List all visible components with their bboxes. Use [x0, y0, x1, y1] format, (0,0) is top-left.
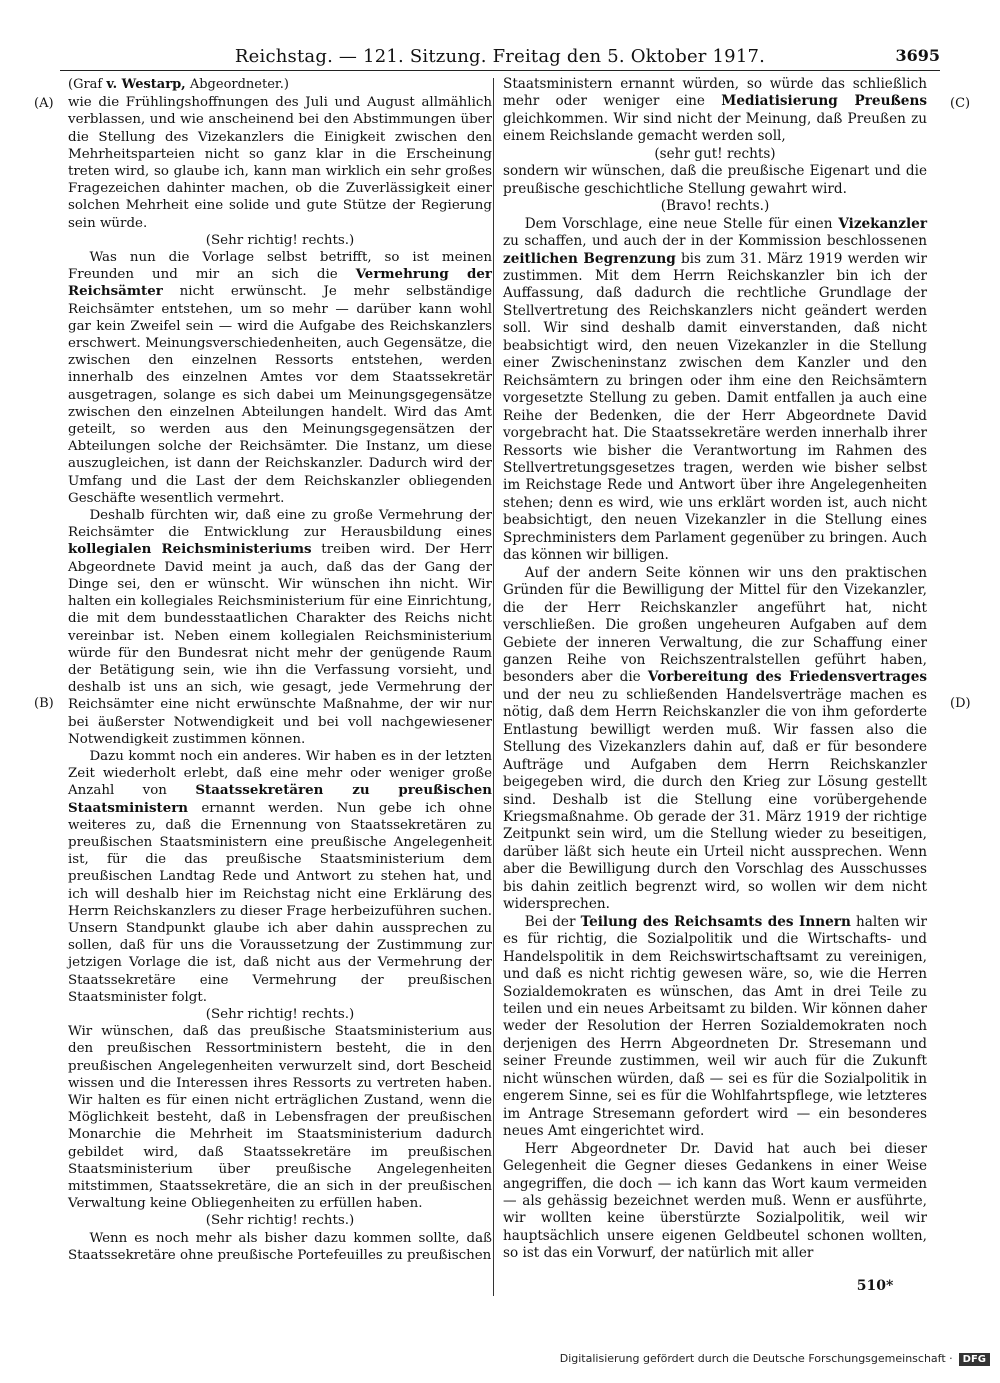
margin-marker-c: (C) [950, 96, 971, 111]
paragraph: Wenn es noch mehr als bisher dazu kommen sollte, daß Staatssekretäre ohne preußische Portefeuilles zu preußischen [68, 1230, 492, 1263]
paragraph: Was nun die Vorlage selbst betrifft, so ist meinen Freunden und mir an sich die Vermehrung der Reichsämter nicht erwünscht. Je mehr selbständige Reichsämter entstehen, um so mehr — darüber kann wohl gar kein Zweifel sein — wird die Aufgabe des Reichskanzlers erschwert. Meinungsverschiedenheiten, auch Gegensätze, die zwischen den einzelnen Ressorts entstehen, werden innerhalb des einzelnen Amtes vor dem Staatssekretär ausgetragen, solange es sich dabei um Meinungsgegensätze zwischen den einzelnen Abteilungen handelt. Wird das Amt geteilt, so werden aus den Meinungsgegensätzen der Abteilungen solche der Reichsämter. Die Instanz, um diese auszugleichen, ist dann der Reichskanzler. Dadurch wird der Umfang und die Last der dem Reichskanzler obliegenden Geschäfte wesentlich vermehrt. [68, 250, 492, 506]
keyword-bold: Staatssekretären zu preußischen Staatsministern [68, 782, 492, 816]
margin-marker-d: (D) [950, 696, 971, 711]
speaker-name: v. Westarp, [106, 77, 186, 92]
keyword-bold: Vorbereitung des Friedensvertrages [647, 669, 927, 686]
running-header [60, 44, 940, 71]
paragraph: Dazu kommt noch ein anderes. Wir haben es in der letzten Zeit wiederholt erlebt, daß eine mehr oder weniger große Anzahl von Staatssekretären zu preußischen Staatsministern ernannt werden. Nun gebe ich ohne weiteres zu, daß die Ernennung von Staatssekretären zu preußischen Staatsministern eine preußische Angelegenheit ist, für die das preußische Staatsministerium dem preußischen Landtag Rede und Antwort zu stehen hat, und ich will deshalb hier im Reichstag nicht eine Erklärung des Herrn Reichskanzlers zu dieser Frage herbeizuführen suchen. Unsern Standpunkt glaube ich aber dahin aussprechen zu sollen, daß für uns die Voraussetzung der Zustimmung zur jetzigen Vorlage die ist, daß nicht aus der Vermehrung der Staatssekretäre eine Vermehrung der preußischen Staatsminister folgt. [68, 748, 493, 1005]
column-divider [493, 78, 494, 1296]
interjection: (Sehr richtig! rechts.) [205, 1213, 355, 1229]
footer-text: Digitalisierung gefördert durch die Deutsche Forschungsgemeinschaft · [559, 1352, 953, 1365]
paragraph: Deshalb fürchten wir, daß eine zu große Vermehrung der Reichsämter die Entwicklung zur Herausbildung eines kollegialen Reichsministeriums treiben wird. Der Herr Abgeordnete David meint ja auch, daß das der Gang der Dinge sei, den er wünscht. Wir wünschen ihn nicht. Wir halten ein kollegiales Reichsministerium für eine Einrichtung, die mit dem bundesstaatlichen Charakter des Reichs nicht vereinbar ist. Neben einem kollegialen Reichsministerium würde für den Bundesrat nicht mehr der genügende Raum der Betätigung sein, wie ihn die Verfassung vorsieht, und deshalb ist uns an sich, wie gesagt, jede Vermehrung der Reichsämter eine nicht erwünschte Maßnahme, der wir nur bei äußerster Notwendigkeit und bei voll nachgewiesener Notwendigkeit zustimmen können. [68, 508, 492, 747]
interjection: (Sehr richtig! rechts.) [205, 1006, 355, 1022]
keyword-bold: kollegialen Reichsministeriums [68, 541, 312, 558]
running-title: Reichstag. — 121. Sitzung. Freitag den 5. Oktober 1917. [234, 46, 766, 67]
dfg-logo: DFG [959, 1353, 990, 1366]
page-number: 3695 [895, 46, 940, 65]
keyword-bold: Teilung des Reichsamts des Innern [580, 913, 851, 930]
paragraph: Dem Vorschlage, eine neue Stelle für einen Vizekanzler zu schaffen, und auch der in der Kommission beschlossenen zeitlichen Begrenzung bis zum 31. März 1919 werden wir zustimmen. Mit dem Herrn Reichskanzler bin ich der Auffassung, daß dadurch die rechtliche Grundlage der Stellvertretung des Reichskanzlers nicht geändert werden soll. Wir sind deshalb damit einverstanden, daß nicht beabsichtigt wird, den neuen Vizekanzler in die Stellung einer Zwischeninstanz zwischen dem Kanzler und den Reichsämtern zu bringen oder ihm eine den Reichsämtern vorgesetzte Stellung zu geben. Damit entfallen ja auch eine Reihe der Bedenken, die der Herr Abgeordnete David vorgebracht hat. Die Staatssekretäre werden innerhalb ihrer Ressorts wie bisher die Verantwortung im Rahmen des Stellvertretungsgesetzes tragen, werden wie bisher selbst im Reichstage Rede und Antwort über ihre Angelegenheiten stehen; denn es wird, wie uns erklärt worden ist, auch nicht beabsichtigt, den neuen Vizekanzler in die Stellung eines Sprechministers dem Parlament gegenüber zu bringen. Auch das können wir billigen. [503, 215, 927, 564]
keyword-bold: zeitlichen Begrenzung [503, 250, 676, 267]
keyword-bold: Vizekanzler [838, 215, 927, 232]
margin-marker-a: (A) [34, 96, 54, 111]
paragraph: Auf der andern Seite können wir uns den praktischen Gründen für die Bewilligung der Mittel für den Vizekanzler, die der Herr Reichskanzler angeführt hat, nicht verschließen. Die großen ungeheuren Aufgaben auf dem Gebiete der inneren Verwaltung, die zur Schaffung einer ganzen Reihe von Reichszentralstellen geführt haben, besonders aber die Vorbereitung des Friedensvertrages und der neu zu schließenden Handelsverträge machen es nötig, daß dem Herrn Reichskanzler die von ihm geforderte Entlastung bewilligt werden muß. Wir fassen also die Stellung des Vizekanzlers dahin auf, daß er für besondere Aufträge und Aufgaben dem Herrn Reichskanzler beigegeben wird, die durch den Krieg zur Lösung gestellt sind. Deshalb ist die Stellung eine vorübergehende Kriegsmaßnahme. Ob gerade der 31. März 1919 der richtige Zeitpunkt sein wird, um die Stellung wieder zu beseitigen, darüber läßt sich heute ein Urteil nicht aussprechen. Wenn aber die Bewilligung durch den Vorschlag des Ausschusses bis dahin zeitlich begrenzt wird, so wollen wir dem nicht widersprechen. [503, 564, 927, 913]
paragraph: Bei der Teilung des Reichsamts des Innern halten wir es für richtig, die Sozialpolitik und die Wirtschafts- und Handelspolitik in dem Reichswirtschaftsamt zu vereinigen, und daß es nicht richtig gewesen wäre, so, wie die Herren Sozialdemokraten es wünschen, das Amt in drei Teile zu teilen und ein neues Arbeitsamt zu bilden. Wir können daher weder der Resolution der Herren Sozialdemokraten noch derjenigen des Herrn Abgeordneten Dr. Stresemann und seiner Freunde zustimmen, weil wir auch für die Zukunft nicht wünschen würden, daß — sei es für die Sozialpolitik in engerem Sinne, sei es für die Wohlfahrtspflege, wie letzteres im Antrage Stresemann gefordert wird — ein besonderes neues Amt eingerichtet wird. [503, 913, 927, 1140]
paragraph: Wir wünschen, daß das preußische Staatsministerium aus den preußischen Ressortministern besteht, die in den preußischen Angelegenheiten verwurzelt sind, dort Bescheid wissen und die Interessen ihres Ressorts zu vertreten haben. Wir halten es für einen nicht erträglichen Zustand, wenn die Möglichkeit besteht, daß in Lebensfragen der preußischen Monarchie die Mehrheit im Staatsministerium dadurch gebildet wird, daß Staatssekretäre im preußischen Staatsministerium über preußische Angelegenheiten mitstimmen, Staatssekretäre, die an sich in der preußischen Verwaltung keine Obliegenheiten zu erfüllen haben. [68, 1024, 492, 1212]
keyword-bold: Vermehrung der Reichsämter [68, 266, 492, 300]
signature-mark: 510* [856, 1278, 894, 1294]
paragraph: Herr Abgeordneter Dr. David hat auch bei dieser Gelegenheit die Gegner dieses Gedankens in einer Weise angegriffen, die doch — ich kann das Wort kaum vermeiden — als gehässig bezeichnet werden muß. Wenn er ausführte, wir wollten keine überstürzte Sozialpolitik, weil wir hauptsächlich unsere eigenen Geldbeutel schonen wollten, so ist das ein Vorwurf, der natürlich mit aller [503, 1140, 927, 1262]
paragraph: wie die Frühlingshoffnungen des Juli und August allmählich verblassen, und wie anscheinend bei den Abstimmungen über die Stellung des Vizekanzlers die Einigkeit zwischen den Mehrheitsparteien nicht so ganz klar in die Erscheinung treten wird, so glaube ich, kann man wirklich ein sehr großes Fragezeichen dahinter machen, ob die Zuverlässigkeit einer solchen Mehrheit eine solide und gute Stütze der Regierung sein würde. [68, 95, 492, 231]
speaker-attribution: (Graf v. Westarp, Abgeordneter.) [68, 77, 289, 92]
interjection: (sehr gut! rechts) [654, 145, 776, 162]
paragraph: Staatsministern ernannt würden, so würde das schließlich mehr oder weniger eine Mediatisierung Preußens gleichkommen. Wir sind nicht der Meinung, daß Preußen zu einem Reichslande gemacht werden soll, [503, 76, 927, 145]
margin-marker-b: (B) [34, 696, 54, 711]
paragraph: sondern wir wünschen, daß die preußische Eigenart und die preußische geschichtliche Stellung gewahrt wird. [503, 163, 927, 197]
digitization-footer [470, 1352, 990, 1374]
interjection: (Sehr richtig! rechts.) [205, 232, 355, 248]
left-column [68, 76, 492, 1264]
interjection: (Bravo! rechts.) [660, 198, 770, 215]
right-column [503, 76, 927, 1263]
keyword-bold: Mediatisierung Preußens [721, 93, 927, 110]
